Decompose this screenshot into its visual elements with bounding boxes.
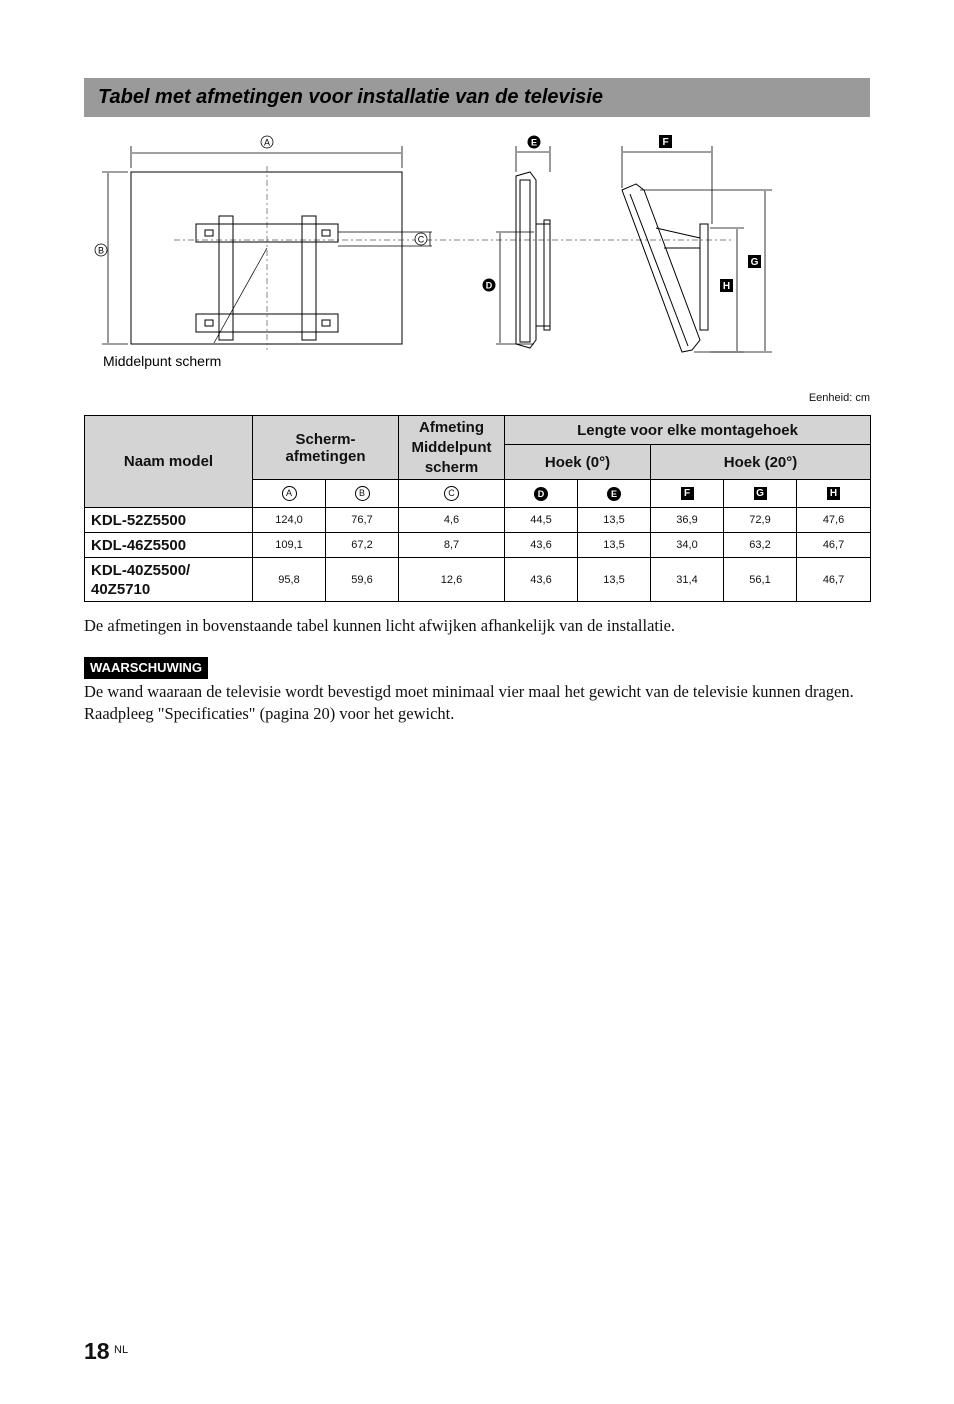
- cell-g: 56,1: [724, 558, 797, 602]
- symbol-d: D: [534, 487, 548, 501]
- cell-h: 46,7: [797, 558, 871, 602]
- page-language: NL: [114, 1344, 129, 1356]
- label-h: [720, 279, 733, 292]
- dimension-d: [496, 232, 534, 344]
- cell-h: 47,6: [797, 508, 871, 533]
- header-angle-20: Hoek (20°): [651, 445, 871, 480]
- label-d-text: D: [485, 280, 493, 291]
- symbol-h: H: [827, 487, 840, 500]
- header-angle-0: Hoek (0°): [505, 445, 651, 480]
- cell-g: 72,9: [724, 508, 797, 533]
- dimension-b: [102, 172, 128, 344]
- symbol-d-cell: [505, 480, 578, 508]
- section-title: Tabel met afmetingen voor installatie van de televisie: [98, 86, 603, 108]
- label-h-text: H: [722, 281, 731, 292]
- dimension-a: [131, 146, 402, 168]
- symbol-b-cell: [326, 480, 399, 508]
- side-view-0: [516, 172, 550, 348]
- label-d: [483, 279, 496, 292]
- center-caption: Middelpunt scherm: [103, 353, 222, 369]
- label-a-text: A: [263, 137, 271, 148]
- label-g: [748, 255, 761, 268]
- symbol-a: A: [282, 486, 297, 501]
- unit-note: Eenheid: cm: [808, 392, 870, 404]
- cell-e: 13,5: [578, 558, 651, 602]
- table-row: [85, 558, 871, 602]
- cell-c: 4,6: [399, 508, 505, 533]
- row-model: KDL-40Z5500/ 40Z5710: [85, 558, 253, 602]
- cell-e: 13,5: [578, 533, 651, 558]
- cell-a: 109,1: [253, 533, 326, 558]
- cell-e: 13,5: [578, 508, 651, 533]
- cell-c: 12,6: [399, 558, 505, 602]
- header-model: Naam model: [85, 416, 253, 508]
- cell-d: 43,6: [505, 533, 578, 558]
- row-model: KDL-52Z5500: [85, 508, 253, 533]
- cell-a: 95,8: [253, 558, 326, 602]
- dimensions-table: [84, 415, 871, 602]
- tv-front-view: [131, 172, 402, 344]
- header-length: Lengte voor elke montagehoek: [505, 416, 871, 445]
- warning-badge: WAARSCHUWING: [84, 657, 208, 679]
- cell-g: 63,2: [724, 533, 797, 558]
- dimension-e: [516, 146, 550, 172]
- section-banner: [84, 78, 870, 117]
- symbol-g-cell: [724, 480, 797, 508]
- header-screen: Scherm- afmetingen: [253, 416, 399, 480]
- center-leader-line: [214, 248, 267, 343]
- symbol-f: F: [681, 487, 694, 500]
- cell-c: 8,7: [399, 533, 505, 558]
- symbol-f-cell: [651, 480, 724, 508]
- symbol-g: G: [754, 487, 767, 500]
- label-e-text: E: [530, 137, 538, 148]
- cell-a: 124,0: [253, 508, 326, 533]
- cell-f: 34,0: [651, 533, 724, 558]
- label-c-text: C: [417, 234, 425, 245]
- label-b-text: B: [97, 245, 105, 256]
- cell-b: 76,7: [326, 508, 399, 533]
- cell-f: 36,9: [651, 508, 724, 533]
- symbol-e-cell: [578, 480, 651, 508]
- label-f: [659, 135, 672, 148]
- table-header-row: [85, 416, 871, 445]
- table-note: De afmetingen in bovenstaande tabel kunnen licht afwijken afhankelijk van de installatie.: [84, 616, 676, 635]
- label-g-text: G: [750, 257, 759, 268]
- header-center: Afmeting Middelpunt scherm: [399, 416, 505, 480]
- symbol-b: B: [355, 486, 370, 501]
- cell-d: 44,5: [505, 508, 578, 533]
- dimension-f: [622, 146, 712, 224]
- cell-h: 46,7: [797, 533, 871, 558]
- symbol-h-cell: [797, 480, 871, 508]
- label-b: [95, 244, 107, 256]
- installation-diagram: [84, 128, 874, 378]
- table-row: [85, 508, 871, 533]
- label-e: [528, 136, 541, 149]
- page-number: 18: [84, 1338, 110, 1364]
- warning-text: De wand waaraan de televisie wordt bevestigd moet minimaal vier maal het gewicht van de televisie kunnen dragen. Raadpleeg "Specificaties" (pagina 20) voor het gewicht.: [84, 682, 854, 723]
- symbol-c-cell: [399, 480, 505, 508]
- label-a: [261, 136, 273, 148]
- label-f-text: F: [662, 137, 669, 148]
- cell-b: 59,6: [326, 558, 399, 602]
- center-lines: [174, 166, 734, 350]
- cell-f: 31,4: [651, 558, 724, 602]
- side-view-20: [622, 184, 708, 352]
- cell-d: 43,6: [505, 558, 578, 602]
- row-model: KDL-46Z5500: [85, 533, 253, 558]
- symbol-c: C: [444, 486, 459, 501]
- cell-b: 67,2: [326, 533, 399, 558]
- symbol-e: E: [607, 487, 621, 501]
- table-row: [85, 533, 871, 558]
- label-c: [415, 233, 427, 245]
- symbol-a-cell: [253, 480, 326, 508]
